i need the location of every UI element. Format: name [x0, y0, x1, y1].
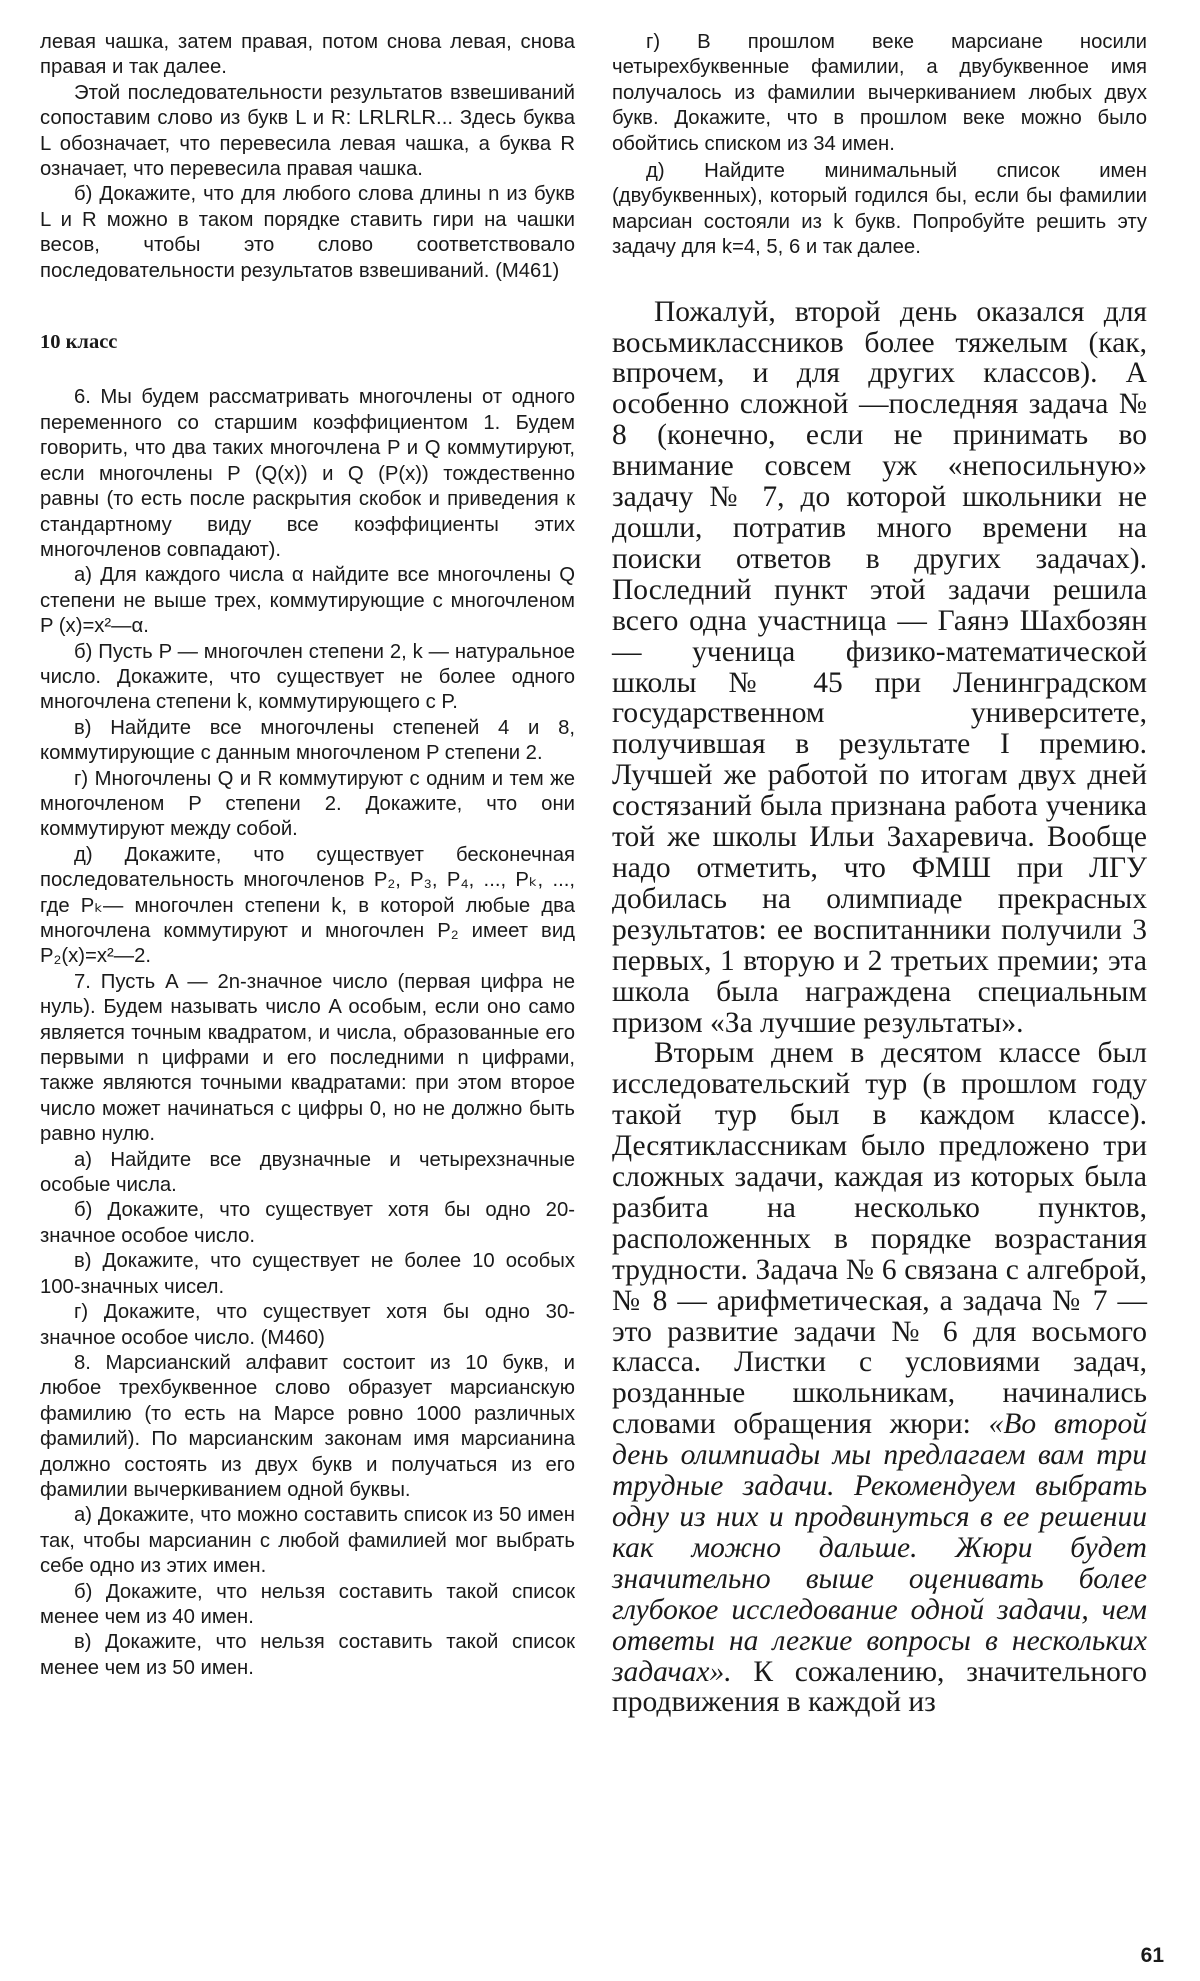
article-body [612, 297, 1147, 1719]
problem-6: 6. Мы будем рассматривать многочлены от одного переменного со старшим коэффициентом 1. Будем говорить, что два таких многочлена P и Q коммутируют, если многочлены P (Q(x)) и Q (P(x)) тождественно равны (то есть после раскрытия скобок и приведения к стандартному виду все коэффициенты этих многочленов совпадают). [40, 386, 575, 561]
page-number: 61 [1140, 1944, 1164, 1967]
spacer [612, 261, 1147, 297]
problem-6v: в) Найдите все многочлены степеней 4 и 8, коммутирующие с данным многочленом P степени 2. [40, 716, 575, 765]
problem-7b: б) Докажите, что существует хотя бы одно 20-значное особое число. [40, 1199, 575, 1247]
paragraph: левая чашка, затем правая, потом снова левая, снова правая и так далее. [40, 31, 575, 79]
problem-6a: а) Для каждого числа α найдите все многочлены Q степени не выше трех, коммутирующие с многочленом P (x)=x²—α. [40, 564, 575, 638]
problem-8d: д) Найдите минимальный список имен (двубуквенных), который годился бы, если бы фамилии марсиан состояли из k букв. Попробуйте решить эту задачу для k=4, 5, 6 и так далее. [612, 160, 1147, 259]
problem-7a: а) Найдите все двузначные и четырехзначные особые числа. [40, 1148, 575, 1197]
paragraph: б) Докажите, что для любого слова длины n из букв L и R можно в таком порядке ставить гири на чашки весов, чтобы это слово соответствовало последовательности результатов взвешиваний. (М461) [40, 183, 575, 282]
problem-8: 8. Марсианский алфавит состоит из 10 букв, и любое трехбуквенное слово образует марсианскую фамилию (то есть на Марсе ровно 1000 различных фамилий). По марсианским законам имя марсианина должно состоять из двух букв и получаться из его фамилии вычеркиванием одной буквы. [40, 1351, 575, 1501]
article-text: К сожалению, значительного продвижения в каждой из [612, 1655, 1147, 1719]
left-column [40, 30, 575, 1681]
article-paragraph [612, 1038, 1147, 1718]
problem-7: 7. Пусть A — 2n-значное число (первая цифра не нуль). Будем называть число A особым, если оно само является точным квадратом, и числа, образованные его первыми n цифрами и его последними n цифрами, также являются точными квадратами: при этом второе число может начинаться с цифры 0, но не должно быть равно нулю. [40, 970, 575, 1146]
problem-8g: г) В прошлом веке марсиане носили четырехбуквенные фамилии, а двубуквенное имя получалось из фамилии вычеркиванием любых двух букв. Докажите, что в прошлом веке можно было обойтись списком из 34 имен. [612, 31, 1147, 155]
problem-7v: в) Докажите, что существует не более 10 особых 100-значных чисел. [40, 1250, 575, 1298]
right-column [612, 30, 1147, 1718]
problem-6g: г) Многочлены Q и R коммутируют с одним и тем же многочленом P степени 2. Докажите, что они коммутируют между собой. [40, 767, 575, 841]
problem-8v: в) Докажите, что нельзя составить такой список менее чем из 50 имен. [40, 1631, 575, 1679]
problem-7g: г) Докажите, что существует хотя бы одно 30-значное особое число. (М460) [40, 1301, 575, 1349]
article-text: Вторым днем в десятом классе был исследовательский тур (в прошлом году такой тур был в каждом классе). Десятиклассникам было предложено три сложных задачи, каждая из которых была разбита на несколько пунктов, расположенных в порядке возрастания трудности. Задача № 6 связана с алгеброй, № 8 — арифметическая, а задача № 7 — это развитие задачи № 6 для восьмого класса. Листки с условиями задач, розданные школьникам, начинались словами обращения жюри: [612, 1037, 1147, 1441]
problem-8a: а) Докажите, что можно составить список из 50 имен так, чтобы марсианин с любой фамилией мог выбрать себе одно из этих имен. [40, 1504, 575, 1578]
jury-quote: «Во второй день олимпиады мы предлагаем вам три трудные задачи. Рекомендуем выбрать одну из них и продвинуться в ее решении как можно дальше. Жюри будет значительно выше оценивать более глубокое исследование одной задачи, чем ответы на легкие вопросы в нескольких задачах». [612, 1408, 1147, 1688]
problem-8-continued [612, 30, 1147, 261]
paragraph: Этой последовательности результатов взвешиваний сопоставим слово из букв L и R: LRLRLR... Здесь буква L обозначает, что перевесила левая чашка, а буква R означает, что перевесила правая чашка. [40, 81, 575, 181]
problem-6b: б) Пусть P — многочлен степени 2, k — натуральное число. Докажите, что существует не более одного многочлена степени k, коммутирующего с P. [40, 640, 575, 714]
problem-6d: д) Докажите, что существует бесконечная последовательность многочленов P₂, P₃, P₄, ..., Pₖ, ..., где Pₖ— многочлен степени k, в которой любые два многочлена коммутируют и многочлен P₂ имеет вид P₂(x)=x²—2. [40, 843, 575, 968]
problem-8b: б) Докажите, что нельзя составить такой список менее чем из 40 имен. [40, 1580, 575, 1628]
section-heading: 10 класс [40, 331, 118, 354]
article-paragraph: Пожалуй, второй день оказался для восьмиклассников более тяжелым (как, впрочем, и для других классов). А особенно сложной —последняя задача № 8 (конечно, если не принимать во внимание совсем уж «непосильную» задачу № 7, до которой школьники не дошли, потратив много времени на поиски ответов в других задачах). Последний пункт этой задачи решила всего одна участница — Гаянэ Шахбозян — ученица физико-математической школы № 45 при Ленинградском государственном университете, получившая в результате I премию. Лучшей же работой по итогам двух дней состязаний была признана работа ученика той же школы Ильи Захаревича. Вообще надо отметить, что ФМШ при ЛГУ добилась на олимпиаде прекрасных результатов: ее воспитанники получили 3 первых, 1 вторую и 2 третьих премии; эта школа была награждена специальным призом «За лучшие результаты». [612, 295, 1147, 1039]
